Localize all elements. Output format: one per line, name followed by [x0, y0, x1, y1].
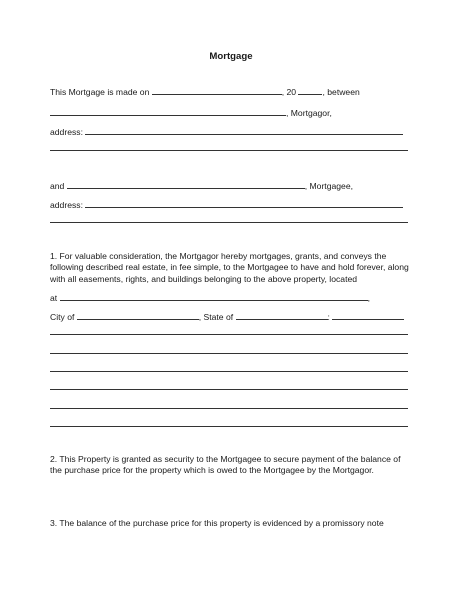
year-prefix: , 20 — [281, 87, 297, 97]
legal-description-line-4[interactable] — [50, 389, 408, 390]
mortgagee-address-blank-2[interactable] — [50, 222, 408, 223]
document-title: Mortgage — [209, 51, 253, 62]
zip-blank[interactable] — [332, 311, 404, 320]
city-label: City of — [50, 312, 75, 322]
clause-1-text: 1. For valuable consideration, the Mortgagor hereby mortgages, grants, and conveys the following described real estate, in fee simple, to the Mortgagee to have and hold forever, along with all easements, rights, and buildings belonging to the above property, located — [50, 251, 409, 284]
mortgagor-name-blank[interactable] — [50, 107, 286, 116]
clause-2-text: 2. This Property is granted as security to the Mortgagee to secure payment of the balance of the purchase price for the property which is owed to the Mortgagee by the Mortgagor. — [50, 454, 401, 476]
property-location-blank[interactable] — [60, 292, 368, 301]
mortgagor-address-blank[interactable] — [85, 126, 403, 135]
state-separator: : — [327, 312, 330, 322]
clause-3-text: 3. The balance of the purchase price for this property is evidenced by a promissory note — [50, 518, 384, 528]
legal-description-line-5[interactable] — [50, 408, 408, 409]
mortgagee-name-blank[interactable] — [67, 180, 305, 189]
mortgagee-address-label: address: — [50, 200, 83, 210]
mortgagor-line — [50, 107, 332, 118]
year-blank[interactable] — [298, 86, 322, 95]
legal-description-line-1[interactable] — [50, 334, 408, 335]
mortgagor-address-line — [50, 126, 403, 137]
made-on-label: This Mortgage is made on — [50, 87, 150, 97]
at-label: at — [50, 293, 58, 303]
state-blank[interactable] — [236, 311, 328, 320]
state-label: , State of — [198, 312, 234, 322]
city-state-line — [50, 311, 404, 322]
date-blank[interactable] — [152, 86, 282, 95]
between-label: , between — [322, 87, 360, 97]
mortgagee-label: , Mortgagee, — [304, 181, 353, 191]
and-label: and — [50, 181, 65, 191]
mortgagor-label: , Mortgagor, — [286, 108, 332, 118]
mortgagee-address-line — [50, 199, 403, 210]
mortgagee-line — [50, 180, 353, 191]
legal-description-line-6[interactable] — [50, 426, 408, 427]
made-on-line — [50, 86, 360, 97]
legal-description-line-2[interactable] — [50, 353, 408, 354]
legal-description-line-3[interactable] — [50, 371, 408, 372]
city-blank[interactable] — [77, 311, 199, 320]
mortgagee-address-blank[interactable] — [85, 199, 403, 208]
mortgagor-address-blank-2[interactable] — [50, 150, 408, 151]
mortgagor-address-label: address: — [50, 127, 83, 137]
property-location-line — [50, 292, 370, 303]
at-comma: , — [367, 293, 370, 303]
